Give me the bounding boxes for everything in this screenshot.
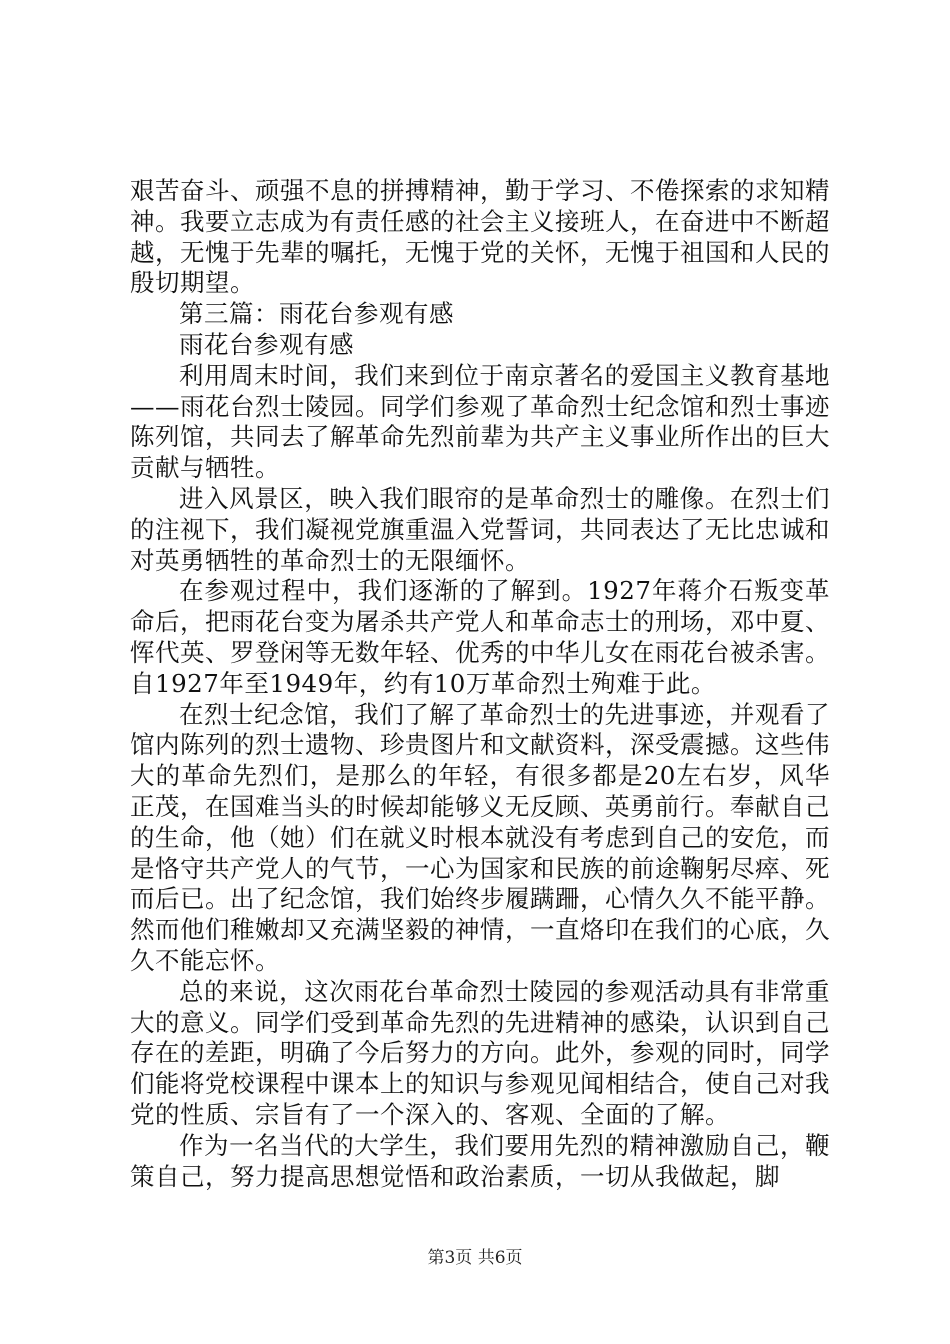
paragraph: 在烈士纪念馆，我们了解了革命烈士的先进事迹，并观看了馆内陈列的烈士遗物、珍贵图片和文献资料，深受震撼。这些伟大的革命先烈们，是那么的年轻，有很多都是20左右岁，风华正茂，在国难当头的时候却能够义无反顾、英勇前行。奉献自己的生命，他（她）们在就义时根本就没有考虑到自己的安危，而是恪守共产党人的气节，一心为国家和民族的前途鞠躬尽瘁、死而后已。出了纪念馆，我们始终步履蹒跚，心情久久不能平静。然而他们稚嫩却又充满坚毅的神情，一直烙印在我们的心底，久久不能忘怀。 bbox=[130, 699, 830, 975]
paragraph: 作为一名当代的大学生，我们要用先烈的精神激励自己，鞭策自己，努力提高思想觉悟和政治素质，一切从我做起，脚 bbox=[130, 1130, 830, 1191]
section-heading: 第三篇：雨花台参观有感 bbox=[179, 299, 454, 329]
paragraph: 利用周末时间，我们来到位于南京著名的爱国主义教育基地——雨花台烈士陵园。同学们参观了革命烈士纪念馆和烈士事迹陈列馆，共同去了解革命先烈前辈为共产主义事业所作出的巨大贡献与牺牲。 bbox=[130, 360, 830, 483]
document-body bbox=[130, 176, 830, 1192]
article-title: 雨花台参观有感 bbox=[179, 329, 354, 359]
paragraph: 在参观过程中，我们逐渐的了解到。1927年蒋介石叛变革命后，把雨花台变为屠杀共产党人和革命志士的刑场，邓中夏、恽代英、罗登闲等无数年轻、优秀的中华儿女在雨花台被杀害。自1927年至1949年，约有10万革命烈士殉难于此。 bbox=[130, 576, 830, 698]
paragraph-continuation: 艰苦奋斗、顽强不息的拼搏精神，勤于学习、不倦探索的求知精神。我要立志成为有责任感的社会主义接班人，在奋进中不断超越，无愧于先辈的嘱托，无愧于党的关怀，无愧于祖国和人民的殷切期望。 bbox=[130, 176, 830, 298]
page-number-footer: 第3页 共6页 bbox=[427, 1248, 523, 1268]
paragraph: 总的来说，这次雨花台革命烈士陵园的参观活动具有非常重大的意义。同学们受到革命先烈的先进精神的感染，认识到自己存在的差距，明确了今后努力的方向。此外，参观的同时，同学们能将党校课程中课本上的知识与参观见闻相结合，使自己对我党的性质、宗旨有了一个深入的、客观、全面的了解。 bbox=[130, 976, 830, 1129]
paragraph: 进入风景区，映入我们眼帘的是革命烈士的雕像。在烈士们的注视下，我们凝视党旗重温入党誓词，共同表达了无比忠诚和对英勇牺牲的革命烈士的无限缅怀。 bbox=[130, 483, 830, 575]
